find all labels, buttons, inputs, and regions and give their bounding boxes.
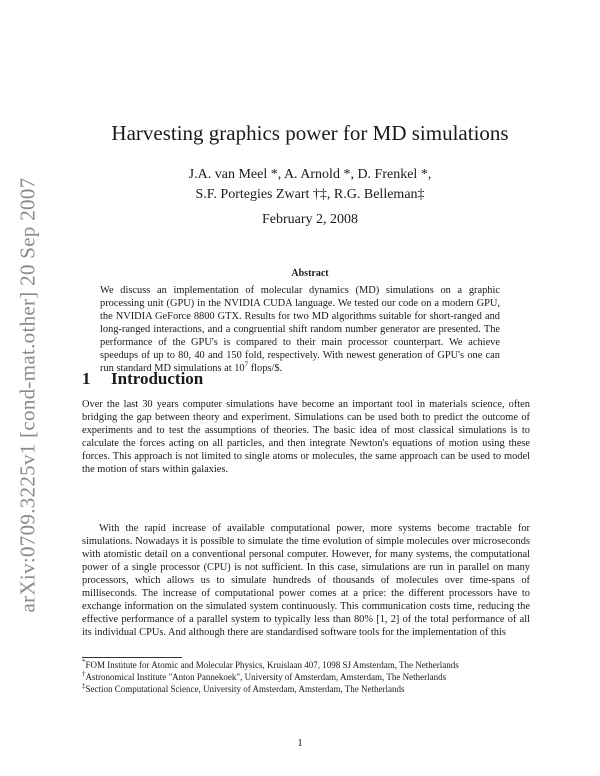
footnote-mark: * bbox=[82, 658, 86, 666]
footnote-text: FOM Institute for Atomic and Molecular Physics, Kruislaan 407, 1098 SJ Amsterdam, The Netherlands bbox=[85, 660, 459, 670]
authors-line-2: S.F. Portegies Zwart †‡, R.G. Belleman‡ bbox=[195, 187, 425, 202]
abstract-exponent: 7 bbox=[244, 360, 249, 369]
section-title: Introduction bbox=[111, 369, 204, 388]
paper-date: February 2, 2008 bbox=[261, 212, 359, 227]
section-number: 1 bbox=[82, 369, 91, 388]
abstract-text bbox=[100, 284, 500, 375]
paper-title: Harvesting graphics power for MD simulations bbox=[111, 121, 509, 145]
footnote-1 bbox=[82, 660, 542, 672]
abstract-tail: flops/$. bbox=[248, 363, 283, 374]
footnote-text: Astronomical Institute "Anton Pannekoek", University of Amsterdam, Amsterdam, The Netherlands bbox=[85, 672, 447, 682]
paragraph-1: Over the last 30 years computer simulations have become an important tool in materials science, often bridging the gap between theory and experiment. Simulations can be used both to predict the outcome of experiments and to test the assumptions of theories. The basic idea of most classical simulations is to calculate the forces acting on all particles, and then integrate Newton's equations of motion using these forces. This approach is not limited to single atoms or molecules, the same approach can be used to model the motion of stars within galaxies. bbox=[82, 399, 530, 475]
paragraph-2: With the rapid increase of available computational power, more systems become tractable for simulations. Nowadays it is possible to simulate the time evolution of simple molecules over microseconds with atomistic detail on a conventional personal computer. However, for many systems, the computational power of a single processor (CPU) is not sufficient. In this case, simulations are run in parallel on many processors, which allows us to simulate hundreds of thousands of molecules over time-spans of milliseconds. The increase of computational power comes at a price: the different processors have to exchange information on the simulated system continuously. This communication costs time, reducing the effective performance of a parallel system to typically less than 80% [1, 2] of the total performance of all its individual CPUs. And although there are standardised software tools for the implementation of this bbox=[82, 523, 530, 638]
footnote-2 bbox=[82, 672, 542, 684]
footnote-3 bbox=[82, 684, 542, 696]
section-heading bbox=[82, 369, 203, 389]
footnote-rule bbox=[82, 657, 182, 658]
footnote-mark: ‡ bbox=[82, 682, 86, 690]
arxiv-stamp bbox=[10, 150, 46, 640]
abstract-heading: Abstract bbox=[291, 268, 329, 279]
footnote-mark: † bbox=[82, 670, 86, 678]
arxiv-id: arXiv:0709.3225v1 [cond-mat.other] 20 Sep 2007 bbox=[15, 177, 40, 613]
footnote-text: Section Computational Science, University of Amsterdam, Amsterdam, The Netherlands bbox=[85, 684, 405, 694]
page-number: 1 bbox=[297, 737, 303, 749]
authors-line-1: J.A. van Meel *, A. Arnold *, D. Frenkel *, bbox=[188, 167, 432, 182]
abstract-body: We discuss an implementation of molecular dynamics (MD) simulations on a graphic processing unit (GPU) in the NVIDIA CUDA language. We tested our code on a modern GPU, the NVIDIA GeForce 8800 GTX. Results for two MD algorithms suitable for short-ranged and long-ranged interactions, and a congruential shift random number generator are presented. The performance of the GPU's is compared to their main processor counterpart. We achieve speedups of up to 80, 40 and 150 fold, respectively. With newest generation of GPU's one can run standard MD simulations at 10 bbox=[100, 285, 500, 374]
